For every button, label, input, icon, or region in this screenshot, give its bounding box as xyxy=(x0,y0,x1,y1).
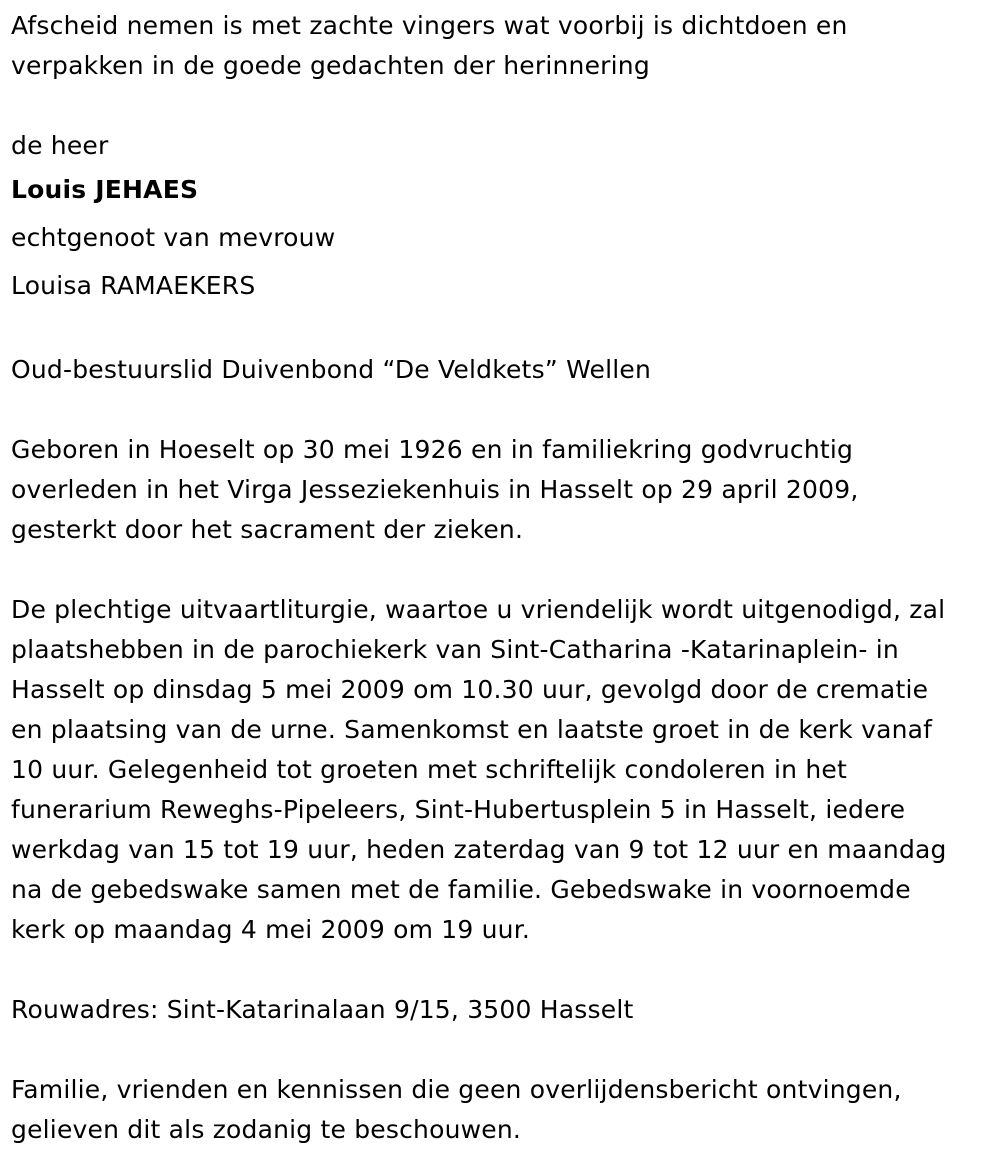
spouse-name: Louisa RAMAEKERS xyxy=(11,271,256,300)
funeral-paragraph: De plechtige uitvaartliturgie, waartoe u vriendelijk wordt uitgenodigd, zal plaatshebben in de parochiekerk van Sint-Catharina -Katarinaplein- in Hasselt op dinsdag 5 mei 2009 om 10.30 uur, gevolgd door de crematie en plaatsing van de urne. Samenkomst en laatste groet in de kerk vanaf 10 uur. Gelegenheid tot groeten met schriftelijk condoleren in het funerarium Reweghs-Pipeleers, Sint-Hubertusplein 5 in Hasselt, iedere werkdag van 15 tot 19 uur, heden zaterdag van 9 tot 12 uur en maandag na de gebedswake samen met de familie. Gebedswake in voornoemde kerk op maandag 4 mei 2009 om 19 uur. xyxy=(11,595,947,944)
deceased-name: Louis JEHAES xyxy=(11,175,199,204)
deceased-title: de heer xyxy=(11,131,109,160)
deceased-relation: echtgenoot van mevrouw xyxy=(11,223,336,252)
deceased-block xyxy=(11,126,984,310)
opening-quote: Afscheid nemen is met zachte vingers wat voorbij is dichtdoen en verpakken in de goede gedachten der herinnering xyxy=(11,11,848,80)
closing-paragraph: Familie, vrienden en kennissen die geen overlijdensbericht ontvingen, gelieven dit als zodanig te beschouwen. xyxy=(11,1075,902,1144)
mourning-address: Rouwadres: Sint-Katarinalaan 9/15, 3500 Hasselt xyxy=(11,995,634,1024)
function-line: Oud-bestuurslid Duivenbond “De Veldkets” Wellen xyxy=(11,355,652,384)
birth-death-paragraph: Geboren in Hoeselt op 30 mei 1926 en in familiekring godvruchtig overleden in het Virga Jesseziekenhuis in Hasselt op 29 april 2009, gesterkt door het sacrament der zieken. xyxy=(11,435,859,544)
